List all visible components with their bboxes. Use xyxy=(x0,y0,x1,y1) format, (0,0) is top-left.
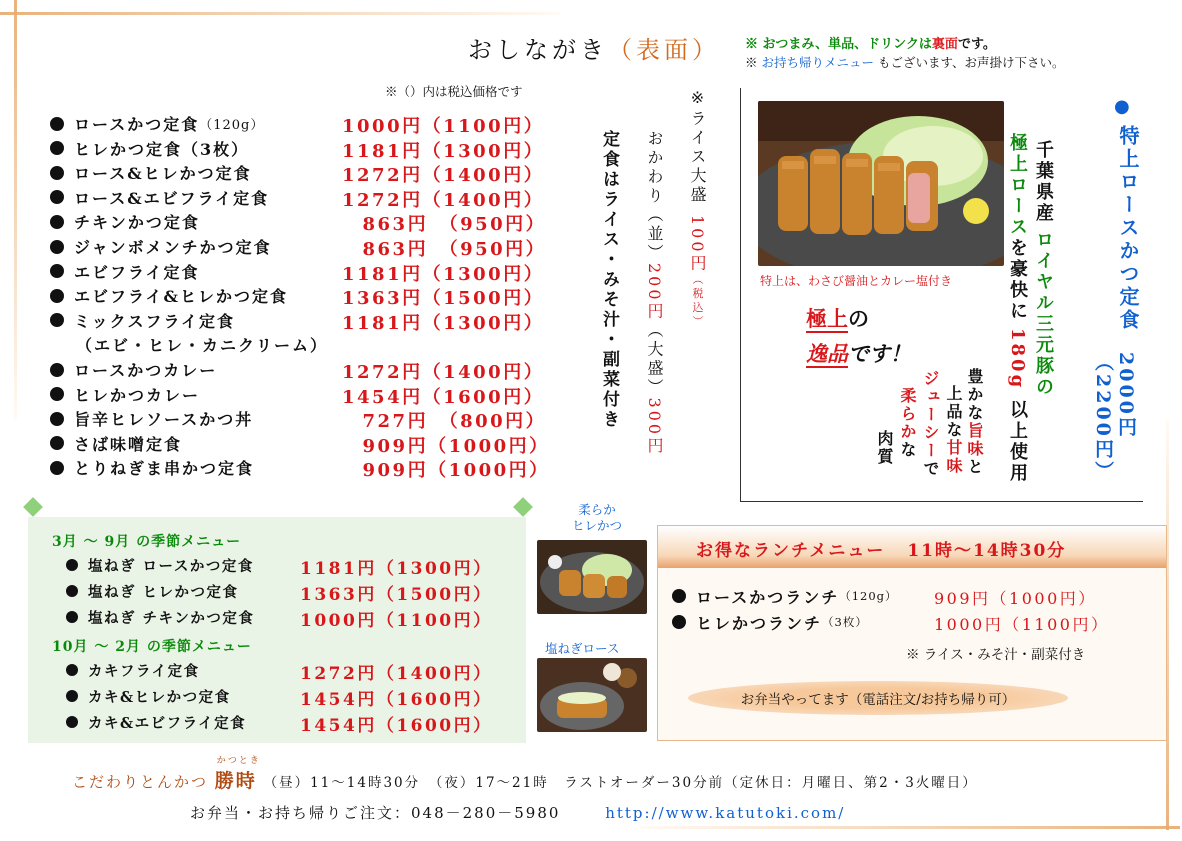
seasonal-item xyxy=(66,579,239,603)
seasonal-item-name: カキ&ヒレかつ定食 xyxy=(88,688,231,706)
menu-item-name: ヒレかつ定食（3枚） xyxy=(74,139,250,159)
seasonal-item xyxy=(66,684,231,708)
lunch-item-price: 909円（1000円） xyxy=(934,589,1097,608)
lunch-item xyxy=(672,584,898,608)
feature-desc-usage: 極上ロースを豪快に180g以上使用 xyxy=(1007,133,1028,485)
seasonal-head-spring: 3月 ～ 9月 の季節メニュー xyxy=(52,534,242,550)
frame-line-top xyxy=(0,12,560,15)
diamond-icon xyxy=(513,497,533,517)
lunch-menu-box xyxy=(657,525,1167,741)
lunch-item xyxy=(672,610,868,634)
page-title: おしながき（表面） xyxy=(468,36,720,64)
footer-shop-info: こだわりとんかつ かつとき 勝時 （昼）11～14時30分 （夜）17～21時 ラストオーダー30分前（定休日：月曜日、第2・3火曜日） xyxy=(72,766,978,793)
title-highlight: （表面） xyxy=(608,36,720,64)
menu-item xyxy=(50,136,249,161)
seasonal-item-price: 1000円（1100円） xyxy=(300,611,493,631)
menu-item-name: ロースかつカレー xyxy=(74,361,218,380)
lunch-title: お得なランチメニュー 11時～14時30分 xyxy=(696,541,1067,561)
feature-price: 2000円 xyxy=(1115,352,1137,439)
feature-desc-v2: 上品な甘味 xyxy=(944,385,963,475)
menu-item-name: ロース&エビフライ定食 xyxy=(74,188,270,208)
frame-line-left xyxy=(14,0,17,420)
menu-item-price: 1272円（1400円） xyxy=(342,189,545,211)
teishoku-note: 定食はライス・みそ汁・副菜付き xyxy=(599,130,619,430)
menu-item xyxy=(50,283,288,308)
menu-item-price: 1454円（1600円） xyxy=(342,386,545,408)
bullet-icon xyxy=(50,412,64,426)
bullet-icon xyxy=(50,363,64,377)
menu-item-name: ロースかつ定食 xyxy=(74,115,200,134)
seasonal-item-name: カキ&エビフライ定食 xyxy=(88,714,247,732)
hire-photo-label: 柔らか ヒレかつ xyxy=(571,502,622,533)
menu-item xyxy=(50,160,252,185)
menu-item xyxy=(50,382,200,407)
menu-item-price: 909円（1000円） xyxy=(342,460,550,482)
feature-price-tax: （2200円） xyxy=(1092,352,1114,483)
menu-item-name: ジャンボメンチかつ定食 xyxy=(74,238,272,257)
seasonal-item-name: 塩ねぎ チキンかつ定食 xyxy=(88,609,255,627)
bento-text: お弁当やってます（電話注文/お持ち帰り可） xyxy=(740,692,1016,708)
shio-photo xyxy=(537,658,647,732)
menu-item-price: 1181円（1300円） xyxy=(342,263,545,285)
menu-item xyxy=(50,185,269,210)
bullet-icon xyxy=(66,664,78,676)
bullet-icon xyxy=(50,141,64,155)
bullet-icon xyxy=(50,387,64,401)
footer-order: お弁当・お持ち帰りご注文：048－280－5980 http://www.katutoki.com/ xyxy=(190,804,846,822)
seasonal-item-name: 塩ねぎ ロースかつ定食 xyxy=(88,557,254,575)
menu-item xyxy=(76,332,328,357)
seasonal-item-name: カキフライ定食 xyxy=(88,662,200,680)
menu-item-price: 1181円（1300円） xyxy=(342,140,545,162)
shop-name: 勝時 xyxy=(214,770,257,792)
menu-item-name: ヒレかつカレー xyxy=(74,385,201,405)
seasonal-head-winter: 10月 ～ 2月 の季節メニュー xyxy=(52,639,252,655)
bullet-icon xyxy=(50,215,64,229)
bullet-icon xyxy=(66,690,78,702)
menu-item-price: 727円 （800円） xyxy=(342,411,547,433)
seasonal-item-price: 1454円（1600円） xyxy=(300,690,493,710)
seasonal-item-price: 1454円（1600円） xyxy=(300,716,493,736)
hire-photo xyxy=(537,540,647,614)
lunch-item-price: 1000円（1100円） xyxy=(934,615,1110,634)
menu-item-name: 旨辛ヒレソースかつ丼 xyxy=(74,410,254,430)
feature-desc-v3: ジューシーで xyxy=(921,370,940,478)
bullet-icon xyxy=(50,436,64,450)
note-takeout: ※ お持ち帰りメニュー もございます、お声掛け下さい。 xyxy=(745,55,1065,70)
menu-item-price: 1272円（1400円） xyxy=(342,165,545,187)
menu-item xyxy=(50,234,272,259)
slogan-line1: 極上の xyxy=(806,306,869,331)
menu-item xyxy=(50,111,264,136)
bullet-icon xyxy=(50,313,64,327)
note-otsumami: ※ おつまみ、単品、ドリンクは裏面です。 xyxy=(745,37,996,52)
bullet-icon xyxy=(50,461,64,475)
bullet-icon xyxy=(672,615,686,629)
bullet-icon xyxy=(50,289,64,303)
menu-item xyxy=(50,308,235,333)
menu-item-price: 1363円（1500円） xyxy=(342,288,545,310)
menu-item-price: 863円 （950円） xyxy=(342,239,547,260)
feature-desc-v5: 肉質 xyxy=(875,430,894,466)
bullet-icon xyxy=(50,240,64,254)
lunch-item-sub: （120g） xyxy=(839,589,898,603)
menu-item-price: 1272円（1400円） xyxy=(342,362,545,383)
feature-desc-v1: 豊かな旨味と xyxy=(965,368,984,476)
menu-item xyxy=(50,259,200,284)
bullet-icon xyxy=(66,716,78,728)
seasonal-item-name: 塩ねぎ ヒレかつ定食 xyxy=(88,583,239,601)
menu-item xyxy=(50,455,254,480)
seasonal-item xyxy=(66,553,254,577)
frame-line-bottom xyxy=(640,826,1180,829)
rice-note: ※ライス大盛100円（税込） xyxy=(688,88,707,330)
slogan-line2: 逸品です！ xyxy=(806,341,911,366)
seasonal-item-price: 1272円（1400円） xyxy=(300,664,493,684)
bullet-icon xyxy=(672,589,686,603)
shop-ruby: かつとき xyxy=(216,756,261,766)
menu-item xyxy=(50,406,253,431)
seasonal-item-price: 1363円（1500円） xyxy=(300,585,493,605)
shio-photo-label: 塩ねぎロース xyxy=(545,641,620,656)
lunch-item-name: ヒレかつランチ xyxy=(696,613,823,633)
seasonal-item xyxy=(66,710,246,734)
lunch-item-name: ロースかつランチ xyxy=(696,587,840,607)
menu-item-sub: （120g） xyxy=(199,118,265,133)
feature-desc-origin: 千葉県産ロイヤル三元豚の xyxy=(1033,140,1054,398)
menu-item xyxy=(50,357,217,382)
photo-caption: 特上は、わさび醤油とカレー塩付き xyxy=(760,274,953,288)
bullet-icon xyxy=(50,166,64,180)
feature-desc-v4: 柔らかな xyxy=(898,387,917,459)
lunch-item-sub: （3枚） xyxy=(822,615,868,629)
tokujo-photo xyxy=(758,101,1004,266)
diamond-icon xyxy=(23,497,43,517)
menu-item-price: 1000円（1100円） xyxy=(342,116,545,137)
seasonal-item xyxy=(66,658,200,682)
menu-item-price: 909円（1000円） xyxy=(342,435,550,457)
lunch-note: ※ ライス・みそ汁・副菜付き xyxy=(906,647,1086,663)
seasonal-item xyxy=(66,605,254,629)
bullet-icon xyxy=(66,585,78,597)
okawari-note: おかわり（並）200円（大盛）300円 xyxy=(645,130,664,457)
menu-item-name: エビフライ&ヒレかつ定食 xyxy=(74,287,288,307)
bullet-icon xyxy=(50,264,64,278)
menu-item-name: （エビ・ヒレ・カニクリーム） xyxy=(76,336,329,356)
menu-item-name: ロース&ヒレかつ定食 xyxy=(74,164,252,184)
seasonal-item-price: 1181円（1300円） xyxy=(300,559,493,579)
bullet-icon xyxy=(66,611,78,623)
menu-item-price: 1181円（1300円） xyxy=(342,312,545,334)
menu-item xyxy=(50,209,200,234)
menu-item-name: エビフライ定食 xyxy=(74,262,200,282)
tax-note: ※（）内は税込価格です xyxy=(385,84,523,99)
feature-title: 特上ロースかつ定食 xyxy=(1116,125,1140,332)
bullet-icon xyxy=(66,559,78,571)
menu-item-price: 863円 （950円） xyxy=(342,214,547,236)
feature-bullet: ● xyxy=(1114,96,1130,117)
menu-item-name: さば味噌定食 xyxy=(74,434,183,454)
bullet-icon xyxy=(50,117,64,131)
bullet-icon xyxy=(50,190,64,204)
menu-item-name: チキンかつ定食 xyxy=(74,213,200,233)
website-link[interactable]: http://www.katutoki.com/ xyxy=(605,804,846,822)
menu-item-name: とりねぎま串かつ定食 xyxy=(74,459,255,479)
menu-item-name: ミックスフライ定食 xyxy=(74,311,236,331)
menu-item xyxy=(50,431,182,456)
